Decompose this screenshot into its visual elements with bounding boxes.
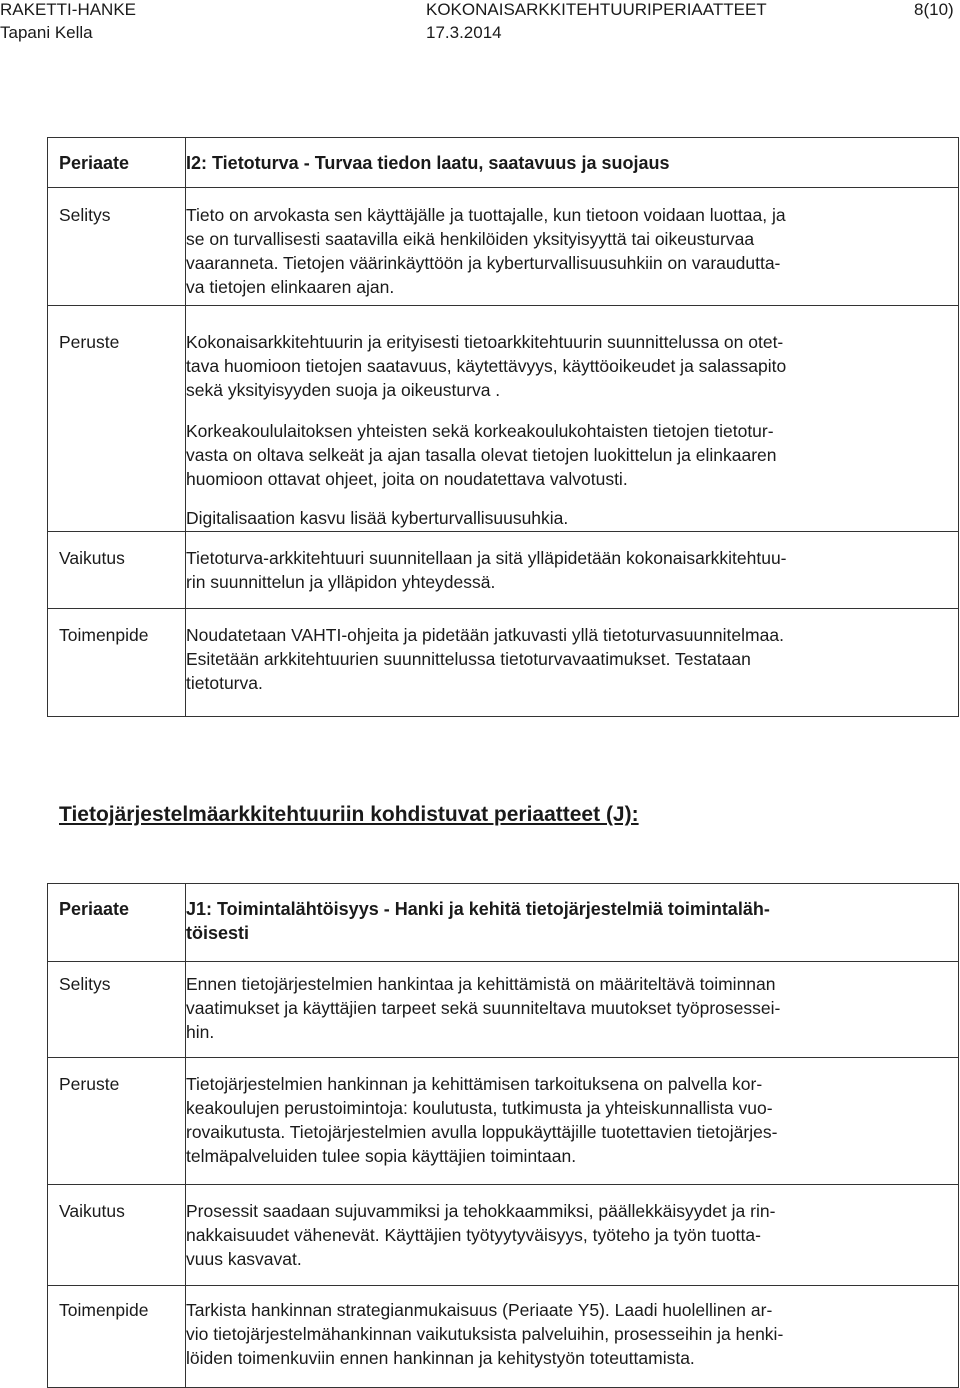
- peruste-paragraph: Kokonaisarkkitehtuurin ja erityisesti tietoarkkitehtuurin suunnittelussa on otet- tava huomioon tietojen saatavuus, käytettävyys, käyttöoikeudet ja salassapito sekä yksityisyyden suoja ja oikeusturva .: [186, 332, 787, 400]
- section-heading: Tietojärjestelmäarkkitehtuuriin kohdistuvat periaatteet (J):: [59, 803, 639, 826]
- peruste-paragraph: Digitalisaation kasvu lisää kyberturvallisuusuhkia.: [186, 508, 569, 528]
- label-toimenpide: Toimenpide: [59, 625, 149, 645]
- row-selitys: [48, 188, 959, 306]
- selitys-text: Ennen tietojärjestelmien hankintaa ja kehittämistä on määriteltävä toiminnan vaatimukset ja käyttäjien tarpeet sekä suunniteltava muutokset työprosessei- hin.: [186, 974, 781, 1042]
- header-doc-title: KOKONAISARKKITEHTUURIPERIAATTEET: [426, 0, 767, 19]
- row-selitys: [48, 962, 959, 1058]
- header-project: RAKETTI-HANKE: [0, 0, 137, 19]
- vaikutus-text: Tietoturva-arkkitehtuuri suunnitellaan ja sitä ylläpidetään kokonaisarkkitehtuu- rin suunnittelun ja ylläpidon yhteydessä.: [186, 548, 787, 592]
- label-selitys: Selitys: [59, 205, 111, 225]
- row-vaikutus: [48, 1185, 959, 1286]
- toimenpide-text: Noudatetaan VAHTI-ohjeita ja pidetään jatkuvasti yllä tietoturvasuunnitelmaa. Esitetään arkkitehtuurien suunnittelussa tietoturvavaatimukset. Testataan tietoturva.: [186, 625, 784, 693]
- row-periaate: [48, 884, 959, 962]
- label-peruste: Peruste: [59, 1074, 120, 1094]
- peruste-text: Tietojärjestelmien hankinnan ja kehittämisen tarkoituksena on palvella kor- keakoulujen perustoimintoja: koulutusta, tutkimusta ja yhteiskunnallista vuo- rovaikutusta. Tietojärjestelmien avulla loppukäyttäjille tuotettavien tietojärjes- telmäpalveluiden tulee sopia käyttäjien toimintaan.: [186, 1074, 778, 1166]
- header-author: Tapani Kella: [0, 23, 93, 42]
- header-date: 17.3.2014: [426, 23, 502, 42]
- label-periaate: Periaate: [59, 899, 130, 919]
- toimenpide-text: Tarkista hankinnan strategianmukaisuus (Periaate Y5). Laadi huolellinen ar- vio tietojärjestelmähankinnan vaikutuksista palveluihin, prosesseihin ja henki- löiden toimenkuviin ennen hankinnan ja kehitystyön toteuttamista.: [186, 1300, 784, 1368]
- principle-table-i2: [47, 137, 959, 717]
- label-selitys: Selitys: [59, 974, 111, 994]
- principle-table-j1: [47, 883, 959, 1388]
- label-peruste: Peruste: [59, 332, 120, 352]
- row-peruste: [48, 306, 959, 532]
- row-peruste: [48, 1058, 959, 1185]
- row-vaikutus: [48, 532, 959, 609]
- label-vaikutus: Vaikutus: [59, 548, 125, 568]
- vaikutus-text: Prosessit saadaan sujuvammiksi ja tehokkaammiksi, päällekkäisyydet ja rin- nakkaisuudet vähenevät. Käyttäjien työtyytyväisyys, työteho ja työn tuotta- vuus kasvavat.: [186, 1201, 776, 1269]
- principle-title: J1: Toimintalähtöisyys - Hanki ja kehitä tietojärjestelmiä toimintaläh- töisesti: [186, 899, 770, 943]
- row-periaate: [48, 138, 959, 188]
- label-vaikutus: Vaikutus: [59, 1201, 125, 1221]
- peruste-text: [186, 306, 958, 530]
- selitys-text: Tieto on arvokasta sen käyttäjälle ja tuottajalle, kun tietoon voidaan luottaa, ja se on turvallisesti saatavilla eikä henkilöiden yksityisyyttä tai oikeusturvaa vaaranneta. Tietojen väärinkäyttöön ja kyberturvallisuusuhkiin on varaudutta- va tietojen elinkaaren ajan.: [186, 205, 786, 297]
- principle-title: I2: Tietoturva - Turvaa tiedon laatu, saatavuus ja suojaus: [186, 153, 670, 173]
- row-toimenpide: [48, 609, 959, 717]
- row-toimenpide: [48, 1286, 959, 1388]
- label-periaate: Periaate: [59, 153, 130, 173]
- header-page-number: 8(10): [914, 0, 954, 19]
- label-toimenpide: Toimenpide: [59, 1300, 149, 1320]
- peruste-paragraph: Korkeakoululaitoksen yhteisten sekä korkeakoulukohtaisten tietojen tietotur- vasta on oltava selkeät ja ajan tasalla olevat tietojen luokittelun ja elinkaaren huomioon ottavat ohjeet, joita on noudatettava valvotusti.: [186, 421, 777, 489]
